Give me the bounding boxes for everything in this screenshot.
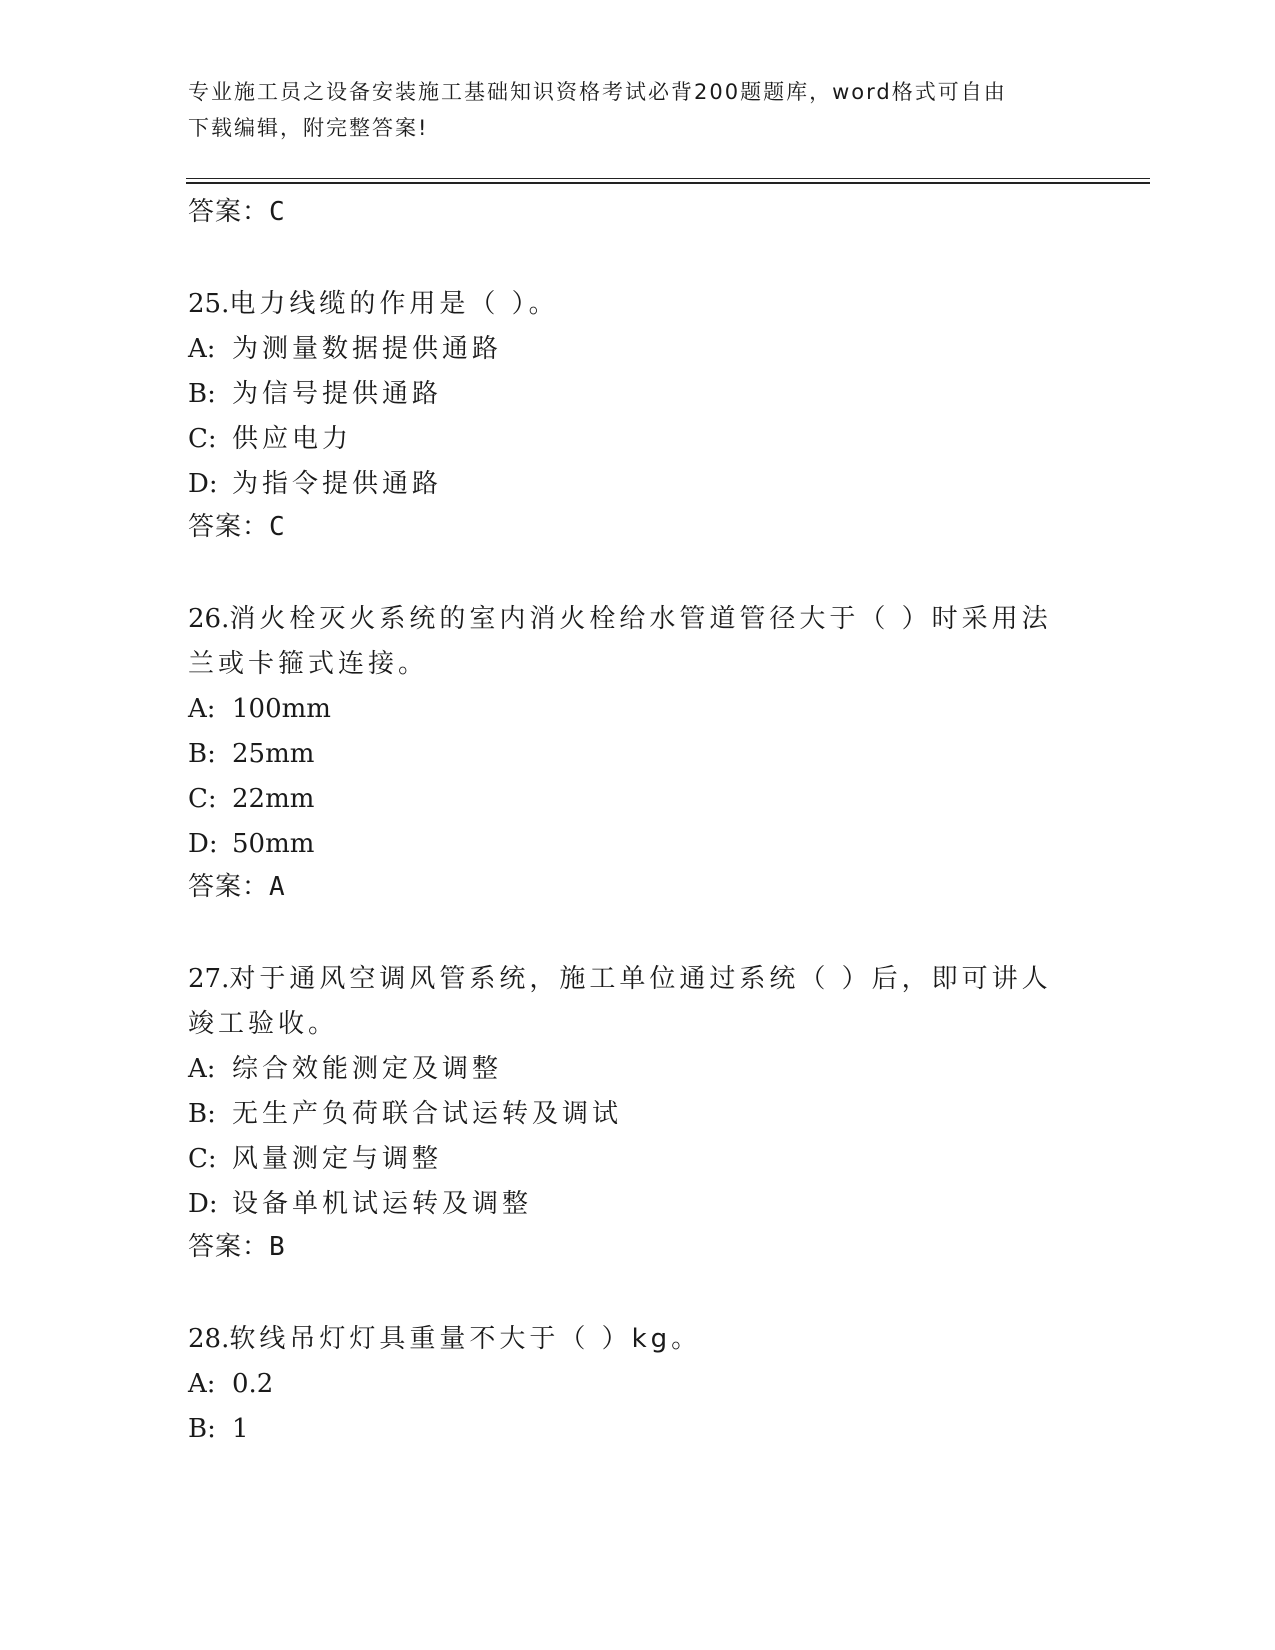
option-d — [188, 1182, 1068, 1227]
option-text: 25mm — [232, 739, 315, 769]
question-number: 27. — [188, 964, 230, 994]
question-text — [188, 957, 1068, 1047]
answer-value: A — [269, 872, 286, 902]
option-key: A: — [188, 334, 216, 364]
option-d — [188, 822, 1068, 867]
option-a — [188, 1362, 1068, 1407]
option-text: 为测量数据提供通路 — [232, 334, 503, 364]
option-a — [188, 1047, 1068, 1092]
option-text: 50mm — [232, 829, 315, 859]
option-c — [188, 777, 1068, 822]
answer-label: 答案： — [188, 512, 270, 542]
answer-value: C — [269, 512, 286, 542]
option-key: B: — [188, 1099, 216, 1129]
option-key: C: — [188, 424, 217, 454]
answer-label: 答案： — [188, 197, 270, 227]
option-b — [188, 372, 1068, 417]
answer — [188, 1227, 1068, 1267]
option-text: 为指令提供通路 — [232, 469, 443, 499]
question-text — [188, 597, 1068, 687]
header-divider-bottom — [186, 182, 1150, 184]
option-key: B: — [188, 379, 216, 409]
option-key: A: — [188, 694, 216, 724]
question-28 — [188, 1317, 1068, 1452]
question-list — [188, 192, 1068, 1452]
option-b — [188, 732, 1068, 777]
option-key: A: — [188, 1369, 216, 1399]
previous-answer — [188, 192, 1068, 232]
option-text: 100mm — [232, 694, 331, 724]
option-key: D: — [188, 469, 218, 499]
option-text: 设备单机试运转及调整 — [232, 1189, 533, 1219]
option-b — [188, 1407, 1068, 1452]
header-line-2: 下载编辑，附完整答案! — [188, 116, 429, 140]
option-a — [188, 327, 1068, 372]
option-key: B: — [188, 739, 216, 769]
question-number: 26. — [188, 604, 230, 634]
answer-label: 答案： — [188, 872, 270, 902]
question-number: 25. — [188, 289, 230, 319]
option-text: 1 — [232, 1414, 249, 1444]
header-divider-top — [186, 178, 1150, 179]
question-stem: 消火栓灭火系统的室内消火栓给水管道管径大于（ ）时采用法兰或卡箍式连接。 — [188, 604, 1052, 679]
option-text: 风量测定与调整 — [232, 1144, 443, 1174]
option-key: C: — [188, 1144, 217, 1174]
answer — [188, 507, 1068, 547]
question-text — [188, 282, 1068, 327]
option-text: 22mm — [232, 784, 315, 814]
question-stem: 对于通风空调风管系统，施工单位通过系统（ ）后，即可讲人竣工验收。 — [188, 964, 1052, 1039]
option-text: 为信号提供通路 — [232, 379, 443, 409]
option-key: A: — [188, 1054, 216, 1084]
option-key: B: — [188, 1414, 216, 1444]
answer — [188, 867, 1068, 907]
option-key: D: — [188, 829, 218, 859]
question-26 — [188, 597, 1068, 907]
option-c — [188, 417, 1068, 462]
question-27 — [188, 957, 1068, 1267]
option-text: 供应电力 — [232, 424, 353, 454]
answer-value: C — [269, 197, 286, 227]
option-b — [188, 1092, 1068, 1137]
question-stem: 软线吊灯灯具重量不大于（ ）kg。 — [229, 1324, 702, 1354]
option-c — [188, 1137, 1068, 1182]
option-key: D: — [188, 1189, 218, 1219]
answer-value: B — [269, 1232, 286, 1262]
option-text: 0.2 — [232, 1369, 274, 1399]
question-25 — [188, 282, 1068, 547]
question-text — [188, 1317, 1068, 1362]
question-number: 28. — [188, 1324, 230, 1354]
option-text: 无生产负荷联合试运转及调试 — [232, 1099, 623, 1129]
option-key: C: — [188, 784, 217, 814]
header-line-1: 专业施工员之设备安装施工基础知识资格考试必背200题题库，word格式可自由 — [188, 80, 1007, 104]
answer-label: 答案： — [188, 1232, 270, 1262]
question-stem: 电力线缆的作用是（ ）。 — [229, 289, 559, 319]
option-d — [188, 462, 1068, 507]
option-a — [188, 687, 1068, 732]
option-text: 综合效能测定及调整 — [232, 1054, 503, 1084]
document-header — [188, 74, 1068, 146]
